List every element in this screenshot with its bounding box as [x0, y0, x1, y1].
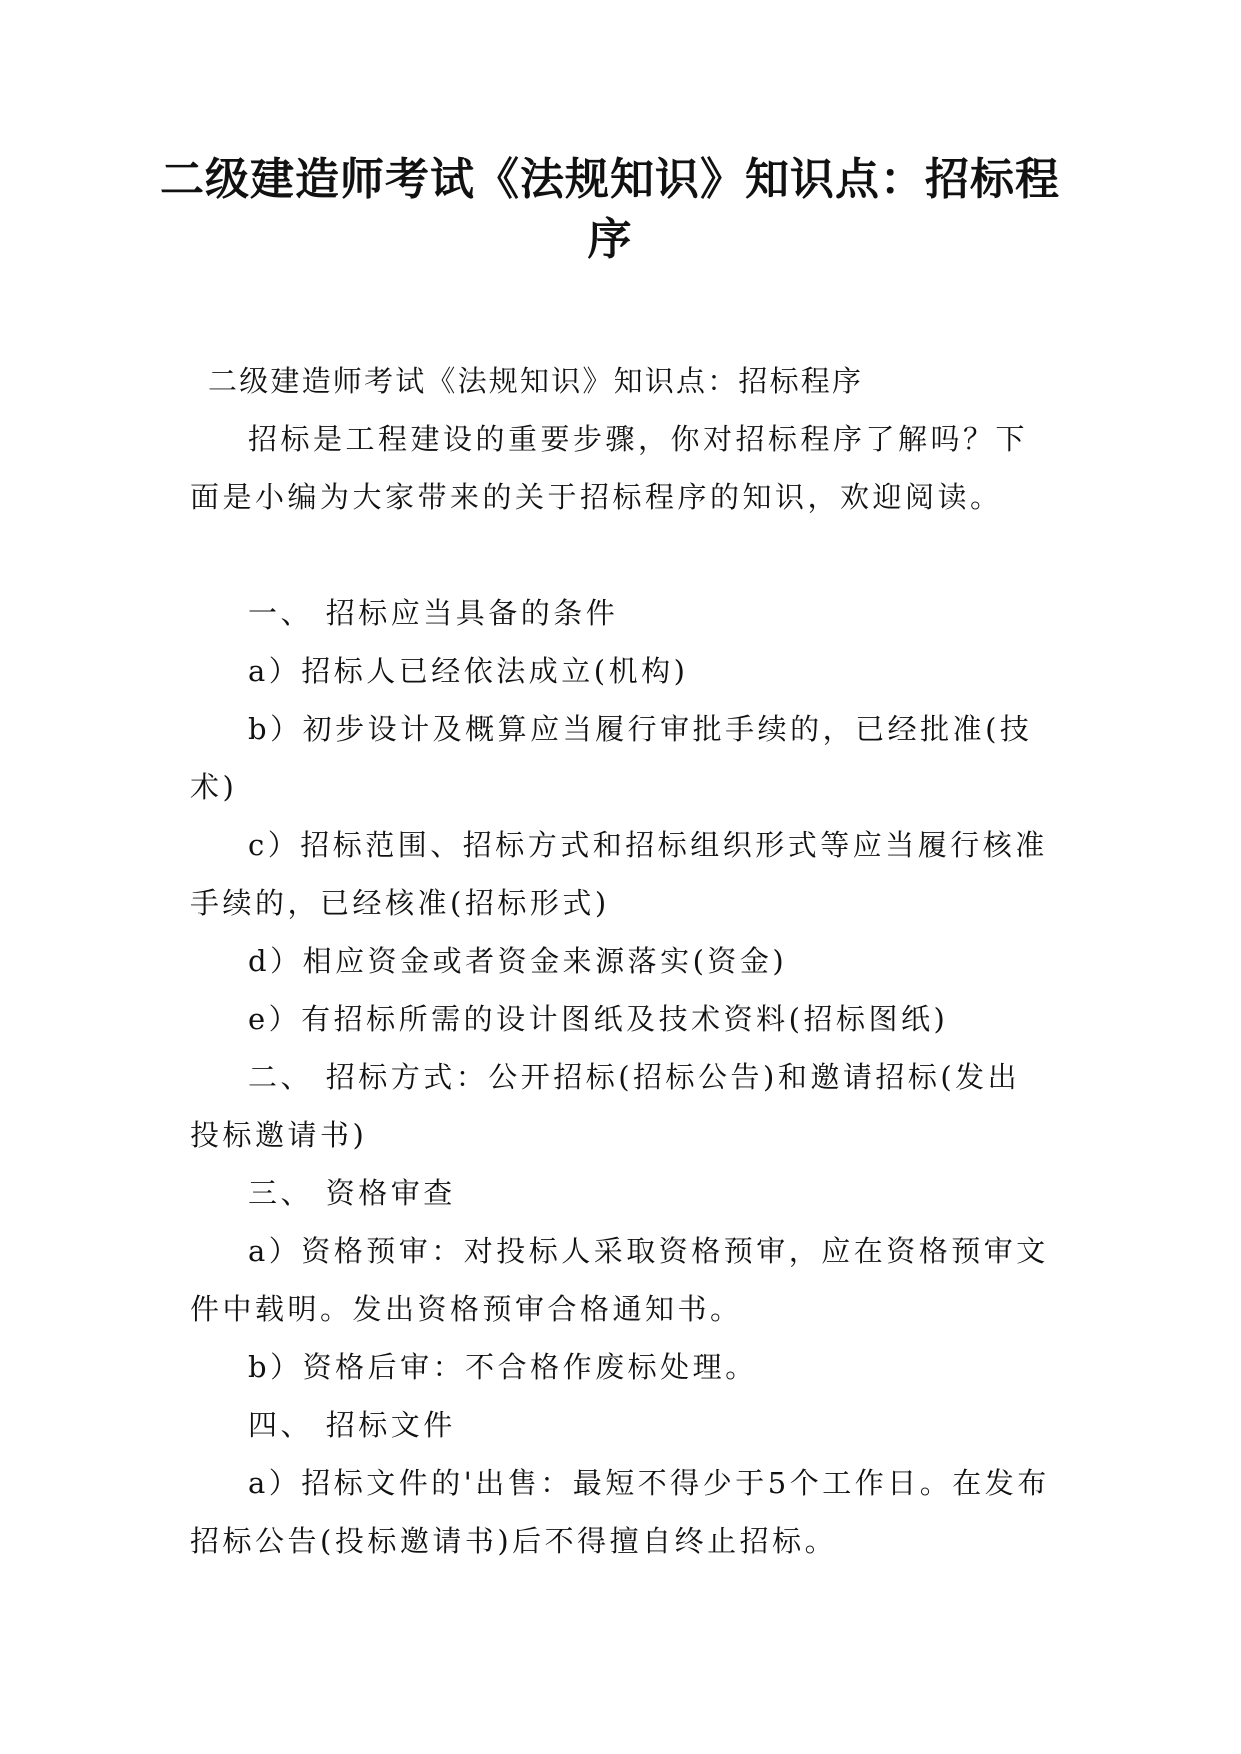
section-1-item-b: b）初步设计及概算应当履行审批手续的，已经批准(技术) — [190, 712, 1033, 804]
section-1-item-e: e）有招标所需的设计图纸及技术资料(招标图纸) — [248, 1002, 949, 1036]
intro-paragraph: 招标是工程建设的重要步骤，你对招标程序了解吗？下面是小编为大家带来的关于招标程序的知识，欢迎阅读。 — [190, 422, 1029, 514]
section-3-item-b: b）资格后审：不合格作废标处理。 — [248, 1350, 758, 1384]
document-subtitle: 二级建造师考试《法规知识》知识点：招标程序 — [208, 364, 864, 398]
document-body — [190, 352, 1050, 1570]
section-1-item-d: d）相应资金或者资金来源落实(资金) — [248, 944, 788, 978]
section-1-item-a: a）招标人已经依法成立(机构) — [248, 654, 689, 688]
document-title: 二级建造师考试《法规知识》知识点：招标程序 — [160, 154, 1060, 265]
paragraph-spacer — [190, 526, 1050, 584]
section-heading-3: 三、 资格审查 — [248, 1176, 456, 1210]
section-3-item-a: a）资格预审：对投标人采取资格预审，应在资格预审文件中载明。发出资格预审合格通知书。 — [190, 1234, 1049, 1326]
section-heading-2: 二、 招标方式：公开招标(招标公告)和邀请招标(发出投标邀请书) — [190, 1060, 1021, 1152]
section-heading-4: 四、 招标文件 — [248, 1408, 456, 1442]
section-4-item-a: a）招标文件的'出售：最短不得少于5个工作日。在发布招标公告(投标邀请书)后不得擅自终止招标。 — [190, 1466, 1050, 1558]
section-1-item-c: c）招标范围、招标方式和招标组织形式等应当履行核准手续的，已经核准(招标形式) — [190, 828, 1048, 920]
section-heading-1: 一、 招标应当具备的条件 — [248, 596, 619, 630]
